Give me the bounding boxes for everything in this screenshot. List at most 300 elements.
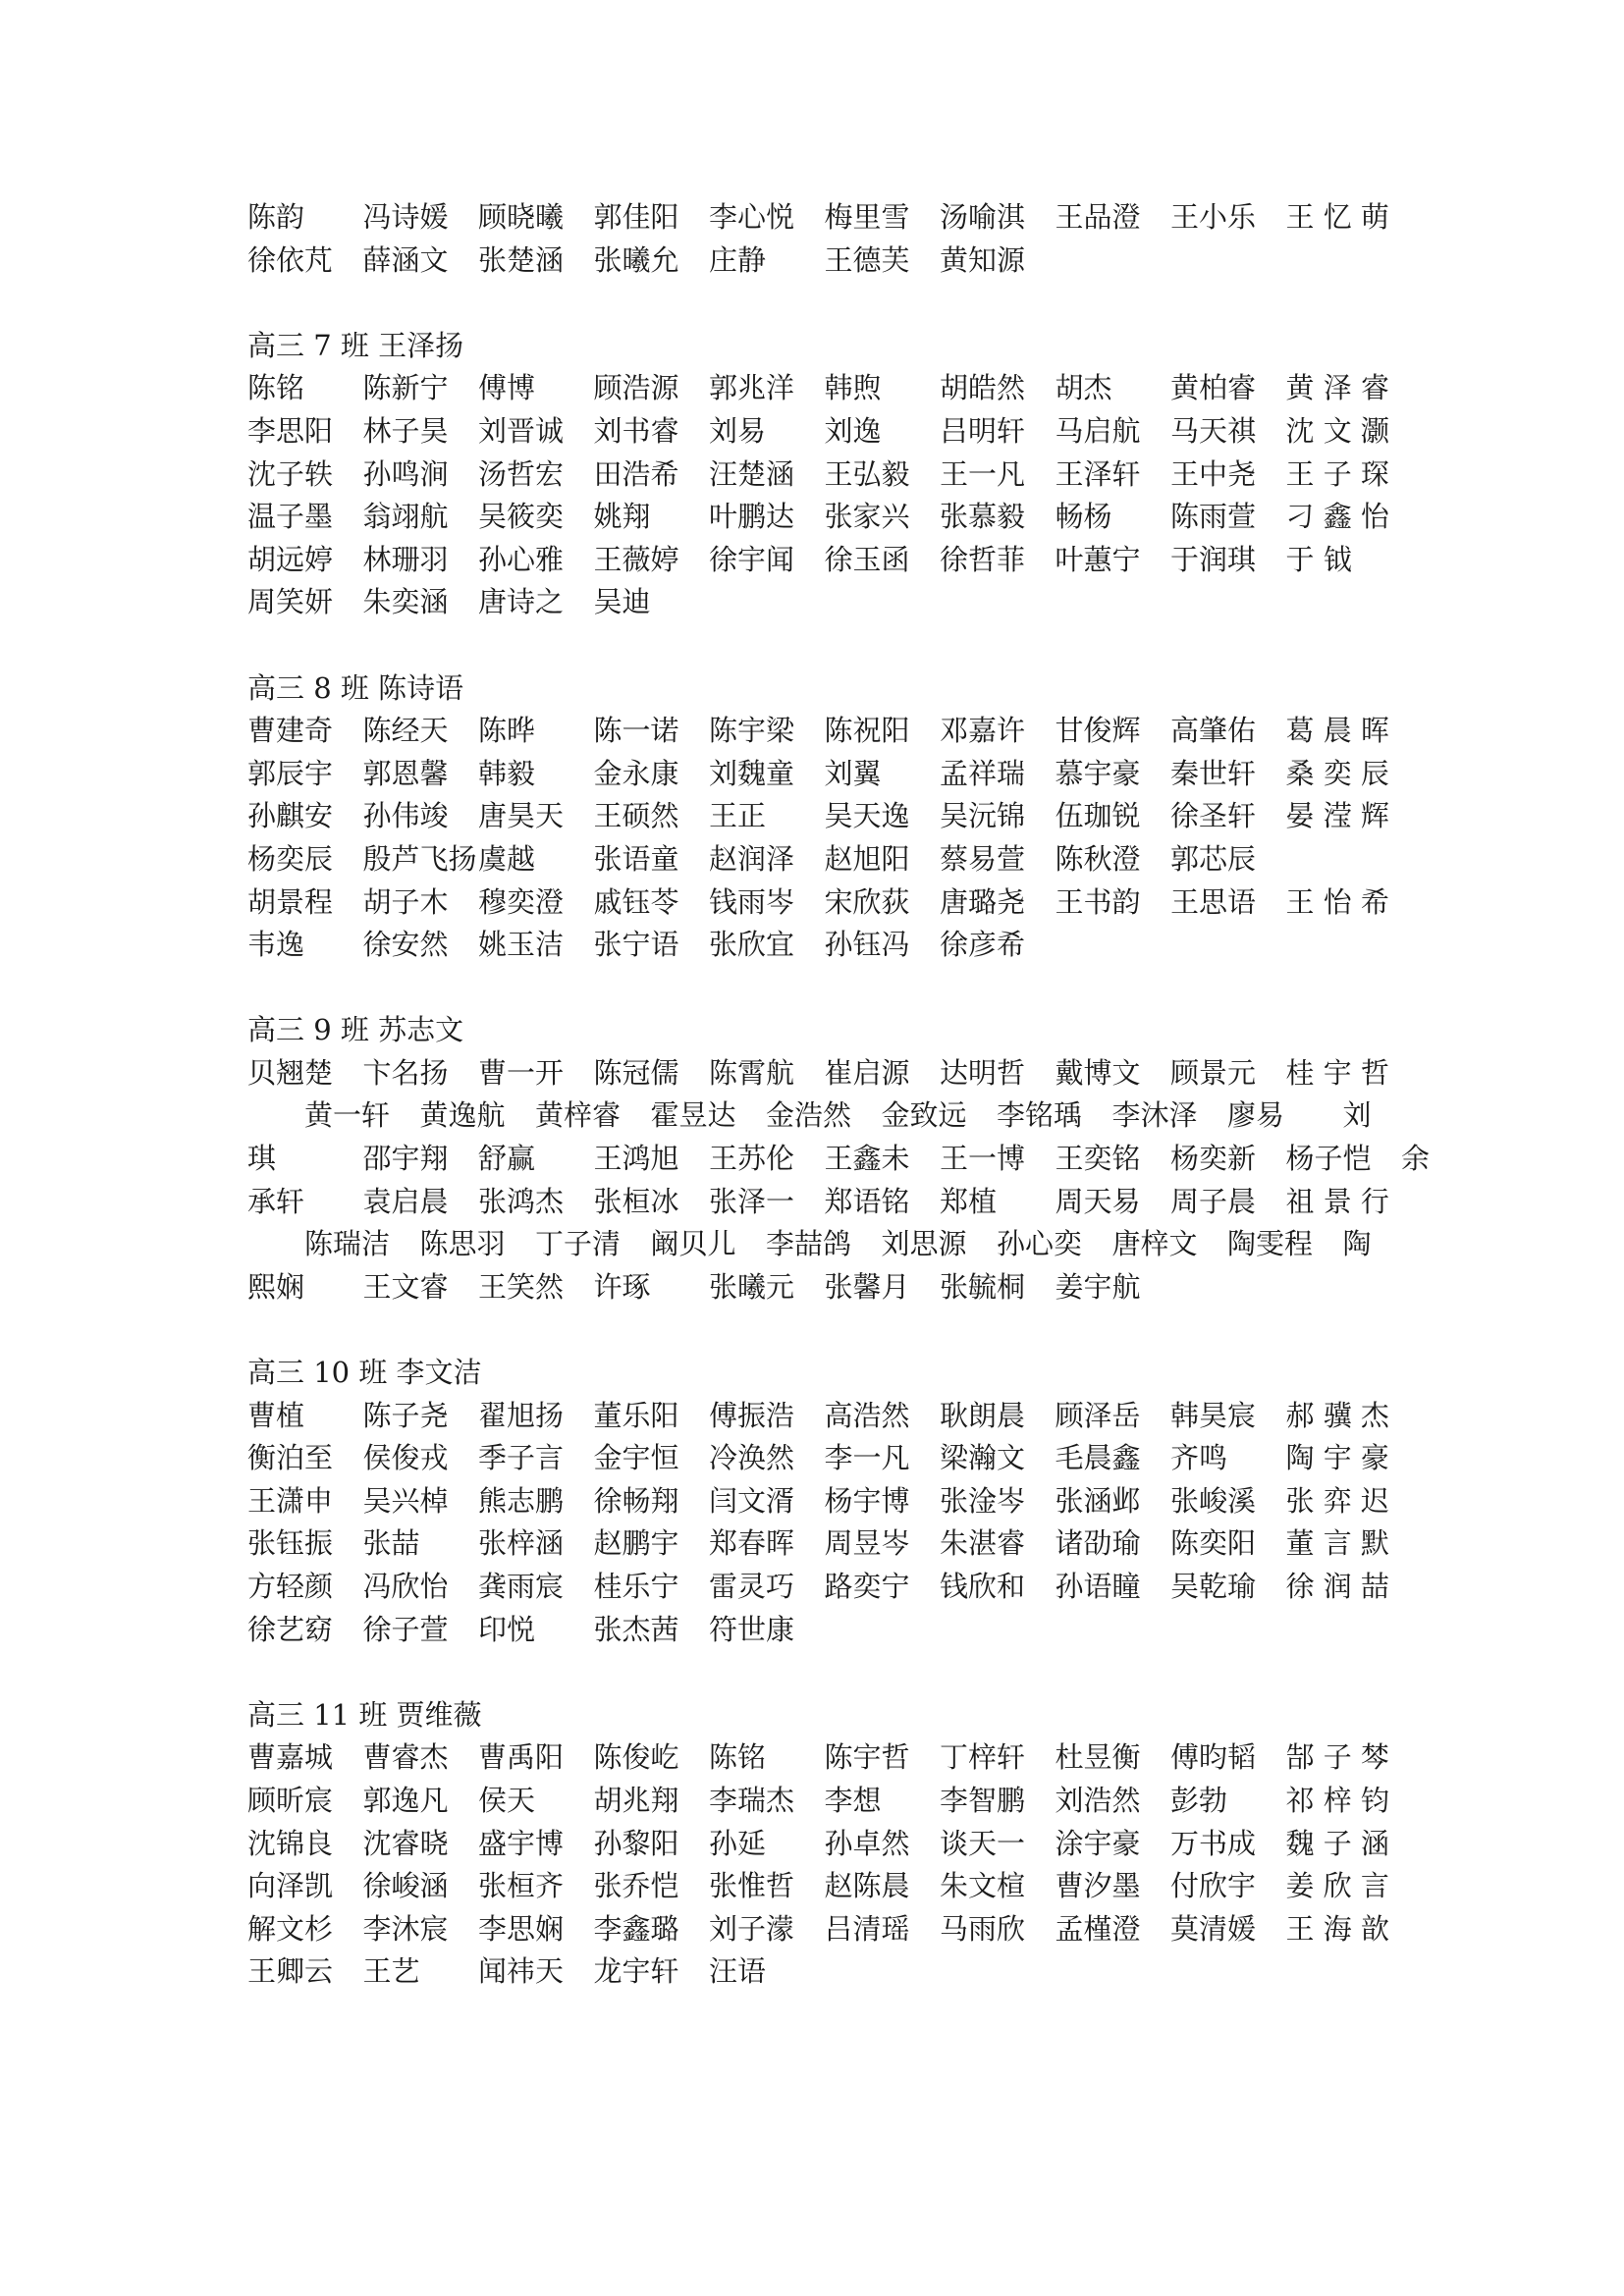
student-name: 胡子木 bbox=[362, 884, 449, 919]
student-name: 李喆鸽 bbox=[766, 1227, 852, 1261]
student-name: 杨奕辰 bbox=[247, 841, 334, 876]
class-section bbox=[247, 1352, 1389, 1651]
student-name: 王正 bbox=[709, 799, 767, 833]
student-name: 顾昕宸 bbox=[247, 1783, 334, 1817]
student-name: 徐宇闻 bbox=[709, 542, 795, 576]
name-row bbox=[247, 1566, 1389, 1609]
student-name: 熙娴 bbox=[247, 1269, 305, 1304]
name-row bbox=[247, 1522, 1389, 1566]
student-name: 王艺 bbox=[362, 1954, 420, 1989]
student-name: 徐安然 bbox=[362, 928, 449, 962]
student-name: 翟旭扬 bbox=[478, 1398, 565, 1432]
student-name: 张曦元 bbox=[709, 1269, 795, 1304]
student-name: 符世康 bbox=[709, 1612, 795, 1646]
class-section bbox=[247, 667, 1389, 967]
student-name: 薛涵文 bbox=[362, 242, 449, 277]
student-name: 雷灵巧 bbox=[709, 1570, 795, 1603]
student-name: 刘 bbox=[1342, 1098, 1372, 1133]
student-name: 陈奕阳 bbox=[1170, 1526, 1257, 1561]
student-name: 畅杨 bbox=[1055, 500, 1112, 534]
student-name: 沈睿晓 bbox=[362, 1826, 449, 1860]
student-name: 郭佳阳 bbox=[593, 200, 679, 234]
student-name: 林珊羽 bbox=[362, 542, 449, 576]
student-name: 冯欣怡 bbox=[362, 1570, 449, 1603]
name-row bbox=[247, 240, 1386, 283]
student-name: 周子晨 bbox=[1170, 1184, 1257, 1218]
student-name: 杨子恺 bbox=[1285, 1142, 1372, 1176]
student-name: 徐圣轩 bbox=[1170, 799, 1257, 833]
student-name: 马天祺 bbox=[1170, 413, 1257, 448]
student-name: 王弘毅 bbox=[824, 456, 910, 491]
student-name: 万书成 bbox=[1170, 1826, 1257, 1860]
student-name: 李想 bbox=[824, 1783, 882, 1817]
student-name: 刘魏童 bbox=[709, 756, 795, 790]
student-name: 李沐宸 bbox=[362, 1911, 449, 1946]
student-name: 路奕宁 bbox=[824, 1570, 910, 1603]
student-name: 陈子尧 bbox=[362, 1398, 449, 1432]
student-name: 朱文楦 bbox=[940, 1869, 1026, 1903]
student-name: 孙黎阳 bbox=[593, 1826, 679, 1860]
student-name: 张鸿杰 bbox=[478, 1184, 565, 1218]
student-name: 莫清媛 bbox=[1170, 1911, 1257, 1946]
student-name: 张 弈 迟 bbox=[1285, 1483, 1389, 1518]
student-name: 耿朗晨 bbox=[940, 1398, 1026, 1432]
student-name: 谈天一 bbox=[940, 1826, 1026, 1860]
student-name: 郭兆洋 bbox=[709, 371, 795, 405]
student-name: 吴沅锦 bbox=[940, 799, 1026, 833]
student-name: 吴兴棹 bbox=[362, 1483, 449, 1518]
student-name: 郭逸凡 bbox=[362, 1783, 449, 1817]
student-name: 徐子萱 bbox=[362, 1612, 449, 1646]
student-name: 郭辰宇 bbox=[247, 756, 334, 790]
student-name: 陶 bbox=[1342, 1227, 1372, 1261]
student-name: 陶雯程 bbox=[1227, 1227, 1314, 1261]
student-name: 唐昊天 bbox=[478, 799, 565, 833]
student-name: 虞越 bbox=[478, 841, 536, 876]
student-name: 侯天 bbox=[478, 1783, 536, 1817]
student-name: 丁子清 bbox=[535, 1227, 622, 1261]
student-name: 董乐阳 bbox=[593, 1398, 679, 1432]
student-name: 丁梓轩 bbox=[940, 1740, 1026, 1775]
name-row bbox=[247, 1780, 1389, 1823]
class-heading: 高三 8 班 陈诗语 bbox=[247, 670, 464, 705]
student-name: 霍昱达 bbox=[650, 1098, 736, 1133]
student-name: 韩昊宸 bbox=[1170, 1398, 1257, 1432]
student-name: 陈韵 bbox=[247, 200, 305, 234]
student-name: 龙宇轩 bbox=[593, 1954, 679, 1989]
student-name: 张曦允 bbox=[593, 242, 679, 277]
student-name: 许琢 bbox=[593, 1269, 651, 1304]
student-name: 陈祝阳 bbox=[824, 714, 910, 748]
class-heading: 高三 9 班 苏志文 bbox=[247, 1013, 464, 1047]
student-name: 孙心雅 bbox=[478, 542, 565, 576]
student-name: 向泽凯 bbox=[247, 1869, 334, 1903]
student-name: 桑 奕 辰 bbox=[1285, 756, 1389, 790]
student-name: 姜 欣 言 bbox=[1285, 1869, 1389, 1903]
student-name: 黄 泽 睿 bbox=[1285, 371, 1389, 405]
name-row bbox=[247, 838, 1386, 881]
student-name: 崔启源 bbox=[824, 1055, 910, 1090]
student-name: 刘易 bbox=[709, 413, 767, 448]
student-name: 沈 文 灏 bbox=[1285, 413, 1389, 448]
name-row bbox=[247, 1138, 1431, 1181]
student-name: 廖易 bbox=[1227, 1098, 1285, 1133]
name-row bbox=[247, 1437, 1389, 1480]
student-name: 阚贝儿 bbox=[650, 1227, 736, 1261]
student-name: 胡景程 bbox=[247, 884, 334, 919]
student-name: 李心悦 bbox=[709, 200, 795, 234]
student-name: 承轩 bbox=[247, 1184, 305, 1218]
student-name: 朱湛睿 bbox=[940, 1526, 1026, 1561]
student-name: 刁 鑫 怡 bbox=[1285, 500, 1389, 534]
student-name: 侯俊戎 bbox=[362, 1441, 449, 1475]
student-name: 孙语瞳 bbox=[1055, 1570, 1141, 1603]
student-name: 李思阳 bbox=[247, 413, 334, 448]
student-name: 王卿云 bbox=[247, 1954, 334, 1989]
student-name: 赵润泽 bbox=[709, 841, 795, 876]
student-name: 于 钺 bbox=[1285, 542, 1352, 576]
student-name: 赵旭阳 bbox=[824, 841, 910, 876]
student-name: 沈子轶 bbox=[247, 456, 334, 491]
student-name: 张毓桐 bbox=[940, 1269, 1026, 1304]
student-name: 杨宇博 bbox=[824, 1483, 910, 1518]
student-name: 陈铭 bbox=[247, 371, 305, 405]
student-name: 王文睿 bbox=[362, 1269, 449, 1304]
student-name: 周笑妍 bbox=[247, 585, 334, 619]
student-name: 马启航 bbox=[1055, 413, 1141, 448]
student-name: 庄静 bbox=[709, 242, 767, 277]
student-name: 刘书睿 bbox=[593, 413, 679, 448]
student-name: 达明哲 bbox=[940, 1055, 1026, 1090]
student-name: 陈一诺 bbox=[593, 714, 679, 748]
name-row bbox=[247, 753, 1389, 796]
student-name: 顾景元 bbox=[1170, 1055, 1257, 1090]
student-name: 刘思源 bbox=[881, 1227, 967, 1261]
student-name: 唐梓文 bbox=[1111, 1227, 1198, 1261]
student-name: 陈宇梁 bbox=[709, 714, 795, 748]
student-name: 陈秋澄 bbox=[1055, 841, 1141, 876]
student-name: 吕明轩 bbox=[940, 413, 1026, 448]
name-row bbox=[247, 496, 1389, 539]
student-name: 钱雨岑 bbox=[709, 884, 795, 919]
student-name: 钱欣和 bbox=[940, 1570, 1026, 1603]
student-name: 高浩然 bbox=[824, 1398, 910, 1432]
name-row bbox=[247, 539, 1386, 582]
student-name: 郜 子 棽 bbox=[1285, 1740, 1389, 1775]
student-name: 王小乐 bbox=[1170, 200, 1257, 234]
student-name: 穆奕澄 bbox=[478, 884, 565, 919]
student-name: 付欣宇 bbox=[1170, 1869, 1257, 1903]
student-name: 张楚涵 bbox=[478, 242, 565, 277]
student-name: 蔡易萱 bbox=[940, 841, 1026, 876]
student-name: 龚雨宸 bbox=[478, 1570, 565, 1603]
name-row bbox=[247, 581, 1386, 624]
name-row bbox=[247, 454, 1389, 497]
student-name: 王思语 bbox=[1170, 884, 1257, 919]
student-name: 张峻溪 bbox=[1170, 1483, 1257, 1518]
student-name: 吴乾瑜 bbox=[1170, 1570, 1257, 1603]
class-section bbox=[247, 1009, 1431, 1308]
student-name: 孙卓然 bbox=[824, 1826, 910, 1860]
student-name: 刘浩然 bbox=[1055, 1783, 1141, 1817]
name-row bbox=[247, 1908, 1389, 1951]
student-name: 齐鸣 bbox=[1170, 1441, 1228, 1475]
student-name: 曹嘉城 bbox=[247, 1740, 334, 1775]
student-name: 金永康 bbox=[593, 756, 679, 790]
student-name: 赵陈晨 bbox=[824, 1869, 910, 1903]
student-name: 李铭瑀 bbox=[997, 1098, 1083, 1133]
student-name: 汤哲宏 bbox=[478, 456, 565, 491]
student-name: 梁瀚文 bbox=[940, 1441, 1026, 1475]
student-name: 戴博文 bbox=[1055, 1055, 1141, 1090]
student-name: 曹汐墨 bbox=[1055, 1869, 1141, 1903]
name-row bbox=[247, 1480, 1389, 1523]
student-name: 王鑫未 bbox=[824, 1142, 910, 1176]
student-name: 汤喻淇 bbox=[940, 200, 1026, 234]
student-name: 闫文湑 bbox=[709, 1483, 795, 1518]
student-name: 慕宇豪 bbox=[1055, 756, 1141, 790]
student-name: 陈雨萱 bbox=[1170, 500, 1257, 534]
student-name: 陈思羽 bbox=[419, 1227, 506, 1261]
name-row bbox=[247, 1609, 1386, 1652]
name-row bbox=[247, 1865, 1389, 1908]
student-name: 王硕然 bbox=[593, 799, 679, 833]
student-name: 徐畅翔 bbox=[593, 1483, 679, 1518]
student-name: 陈晔 bbox=[478, 714, 536, 748]
student-name: 陈瑞洁 bbox=[304, 1227, 391, 1261]
student-name: 张欣宜 bbox=[709, 928, 795, 962]
student-name: 顾泽岳 bbox=[1055, 1398, 1141, 1432]
name-row bbox=[247, 1266, 1386, 1309]
student-name: 顾晓曦 bbox=[478, 200, 565, 234]
student-name: 陈铭 bbox=[709, 1740, 767, 1775]
student-name: 傅振浩 bbox=[709, 1398, 795, 1432]
student-name: 温子墨 bbox=[247, 500, 334, 534]
student-name: 秦世轩 bbox=[1170, 756, 1257, 790]
student-name: 戚钰苓 bbox=[593, 884, 679, 919]
student-name: 王中尧 bbox=[1170, 456, 1257, 491]
student-name: 田浩希 bbox=[593, 456, 679, 491]
student-name: 李一凡 bbox=[824, 1441, 910, 1475]
section-spacer bbox=[247, 624, 1386, 667]
student-name: 杨奕新 bbox=[1170, 1142, 1257, 1176]
student-name: 唐诗之 bbox=[478, 585, 565, 619]
student-name: 胡兆翔 bbox=[593, 1783, 679, 1817]
student-name: 吴天逸 bbox=[824, 799, 910, 833]
student-name: 李鑫璐 bbox=[593, 1911, 679, 1946]
name-row bbox=[247, 1095, 1386, 1138]
student-name: 王苏伦 bbox=[709, 1142, 795, 1176]
student-name: 印悦 bbox=[478, 1612, 536, 1646]
student-name: 韩毅 bbox=[478, 756, 536, 790]
student-name: 曹一开 bbox=[478, 1055, 565, 1090]
student-name: 闻祎天 bbox=[478, 1954, 565, 1989]
student-name: 琪 bbox=[247, 1142, 277, 1176]
student-name: 王 海 歆 bbox=[1285, 1911, 1389, 1946]
student-name: 王 忆 萌 bbox=[1285, 200, 1389, 234]
student-name: 赵鹏宇 bbox=[593, 1526, 679, 1561]
student-name: 陈经天 bbox=[362, 714, 449, 748]
section-spacer bbox=[247, 967, 1386, 1010]
student-name: 张惟哲 bbox=[709, 1869, 795, 1903]
student-name: 祖 景 行 bbox=[1285, 1184, 1389, 1218]
student-name: 张语童 bbox=[593, 841, 679, 876]
student-name: 叶蕙宁 bbox=[1055, 542, 1141, 576]
name-row bbox=[247, 1736, 1389, 1780]
student-name: 唐璐尧 bbox=[940, 884, 1026, 919]
student-name: 诸劭瑜 bbox=[1055, 1526, 1141, 1561]
student-name: 姚玉洁 bbox=[478, 928, 565, 962]
document-body bbox=[247, 196, 1431, 1994]
student-name: 张宁语 bbox=[593, 928, 679, 962]
student-name: 吕清瑶 bbox=[824, 1911, 910, 1946]
student-name: 王品澄 bbox=[1055, 200, 1141, 234]
student-name: 曹禹阳 bbox=[478, 1740, 565, 1775]
name-row bbox=[247, 710, 1389, 753]
class-heading: 高三 11 班 贾维薇 bbox=[247, 1697, 482, 1732]
student-name: 傅博 bbox=[478, 371, 536, 405]
student-name: 张桓齐 bbox=[478, 1869, 565, 1903]
student-name: 张喆 bbox=[362, 1526, 420, 1561]
student-name: 郝 骥 杰 bbox=[1285, 1398, 1389, 1432]
student-name: 余 bbox=[1401, 1142, 1431, 1176]
name-row bbox=[247, 1223, 1386, 1266]
student-name: 金浩然 bbox=[766, 1098, 852, 1133]
student-name: 张涵邺 bbox=[1055, 1483, 1141, 1518]
student-name: 伍珈锐 bbox=[1055, 799, 1141, 833]
student-name: 王泽轩 bbox=[1055, 456, 1141, 491]
student-name: 徐玉函 bbox=[824, 542, 910, 576]
student-name: 冷涣然 bbox=[709, 1441, 795, 1475]
student-name: 徐峻涵 bbox=[362, 1869, 449, 1903]
student-name: 金宇恒 bbox=[593, 1441, 679, 1475]
student-name: 贝翘楚 bbox=[247, 1055, 334, 1090]
student-name: 王奕铭 bbox=[1055, 1142, 1141, 1176]
student-name: 张梓涵 bbox=[478, 1526, 565, 1561]
student-name: 郑春晖 bbox=[709, 1526, 795, 1561]
student-name: 李瑞杰 bbox=[709, 1783, 795, 1817]
name-row bbox=[247, 1823, 1389, 1866]
student-name: 韩煦 bbox=[824, 371, 882, 405]
student-name: 马雨欣 bbox=[940, 1911, 1026, 1946]
student-name: 黄一轩 bbox=[304, 1098, 391, 1133]
name-row bbox=[247, 1181, 1389, 1224]
student-name: 王 怡 希 bbox=[1285, 884, 1389, 919]
student-name: 李思娴 bbox=[478, 1911, 565, 1946]
student-name: 王一博 bbox=[940, 1142, 1026, 1176]
student-name: 盛宇博 bbox=[478, 1826, 565, 1860]
student-name: 张馨月 bbox=[824, 1269, 910, 1304]
section-spacer bbox=[247, 1308, 1386, 1352]
student-name: 顾浩源 bbox=[593, 371, 679, 405]
student-name: 吴迪 bbox=[593, 585, 651, 619]
student-name: 姚翔 bbox=[593, 500, 651, 534]
student-name: 郑语铭 bbox=[824, 1184, 910, 1218]
student-name: 张慕毅 bbox=[940, 500, 1026, 534]
student-name: 王一凡 bbox=[940, 456, 1026, 491]
class-section bbox=[247, 1694, 1389, 1994]
student-name: 涂宇豪 bbox=[1055, 1826, 1141, 1860]
student-name: 王薇婷 bbox=[593, 542, 679, 576]
student-name: 魏 子 涵 bbox=[1285, 1826, 1389, 1860]
student-name: 衡泊至 bbox=[247, 1441, 334, 1475]
name-row bbox=[247, 1950, 1386, 1994]
student-name: 黄知源 bbox=[940, 242, 1026, 277]
name-row bbox=[247, 1395, 1389, 1438]
name-row bbox=[247, 367, 1389, 410]
student-name: 李智鹏 bbox=[940, 1783, 1026, 1817]
student-name: 梅里雪 bbox=[824, 200, 910, 234]
student-name: 毛晨鑫 bbox=[1055, 1441, 1141, 1475]
student-name: 陈霄航 bbox=[709, 1055, 795, 1090]
student-name: 林子昊 bbox=[362, 413, 449, 448]
student-name: 沈锦良 bbox=[247, 1826, 334, 1860]
student-name: 韦逸 bbox=[247, 928, 305, 962]
student-name: 徐依芃 bbox=[247, 242, 334, 277]
student-name: 翁翊航 bbox=[362, 500, 449, 534]
student-name: 冯诗媛 bbox=[362, 200, 449, 234]
name-row bbox=[247, 410, 1389, 454]
student-name: 王鸿旭 bbox=[593, 1142, 679, 1176]
student-name: 叶鹏达 bbox=[709, 500, 795, 534]
student-name: 张桓冰 bbox=[593, 1184, 679, 1218]
class-section bbox=[247, 325, 1389, 624]
student-name: 刘逸 bbox=[824, 413, 882, 448]
student-name: 周昱岑 bbox=[824, 1526, 910, 1561]
student-name: 孙鸣涧 bbox=[362, 456, 449, 491]
name-row bbox=[247, 196, 1389, 240]
student-name: 周天易 bbox=[1055, 1184, 1141, 1218]
student-name: 邵宇翔 bbox=[362, 1142, 449, 1176]
student-name: 袁启晨 bbox=[362, 1184, 449, 1218]
student-name: 汪楚涵 bbox=[709, 456, 795, 491]
class-heading: 高三 7 班 王泽扬 bbox=[247, 328, 464, 362]
student-name: 解文杉 bbox=[247, 1911, 334, 1946]
name-row bbox=[247, 881, 1389, 925]
student-name: 邓嘉许 bbox=[940, 714, 1026, 748]
student-name: 吴筱奕 bbox=[478, 500, 565, 534]
student-name: 张家兴 bbox=[824, 500, 910, 534]
student-name: 徐彦希 bbox=[940, 928, 1026, 962]
student-name: 张杰茜 bbox=[593, 1612, 679, 1646]
student-name: 郑植 bbox=[940, 1184, 998, 1218]
student-name: 方轻颜 bbox=[247, 1570, 334, 1603]
student-name: 王笑然 bbox=[478, 1269, 565, 1304]
name-row bbox=[247, 1052, 1389, 1095]
student-name: 陈宇哲 bbox=[824, 1740, 910, 1775]
student-name: 甘俊辉 bbox=[1055, 714, 1141, 748]
student-name: 曹建奇 bbox=[247, 714, 334, 748]
student-name: 晏 滢 辉 bbox=[1285, 799, 1389, 833]
student-name: 孙心奕 bbox=[997, 1227, 1083, 1261]
student-name: 杜昱衡 bbox=[1055, 1740, 1141, 1775]
section-spacer bbox=[247, 1651, 1386, 1694]
student-name: 葛 晨 晖 bbox=[1285, 714, 1389, 748]
section-spacer bbox=[247, 282, 1386, 325]
student-name: 孟槿澄 bbox=[1055, 1911, 1141, 1946]
student-name: 宋欣荻 bbox=[824, 884, 910, 919]
student-name: 胡远婷 bbox=[247, 542, 334, 576]
student-name: 祁 梓 钧 bbox=[1285, 1783, 1389, 1817]
student-name: 孙延 bbox=[709, 1826, 767, 1860]
student-name: 刘翼 bbox=[824, 756, 882, 790]
student-name: 黄梓睿 bbox=[535, 1098, 622, 1133]
student-name: 桂乐宁 bbox=[593, 1570, 679, 1603]
student-name: 姜宇航 bbox=[1055, 1269, 1141, 1304]
student-name: 孟祥瑞 bbox=[940, 756, 1026, 790]
student-name: 徐哲菲 bbox=[940, 542, 1026, 576]
student-name: 金致远 bbox=[881, 1098, 967, 1133]
